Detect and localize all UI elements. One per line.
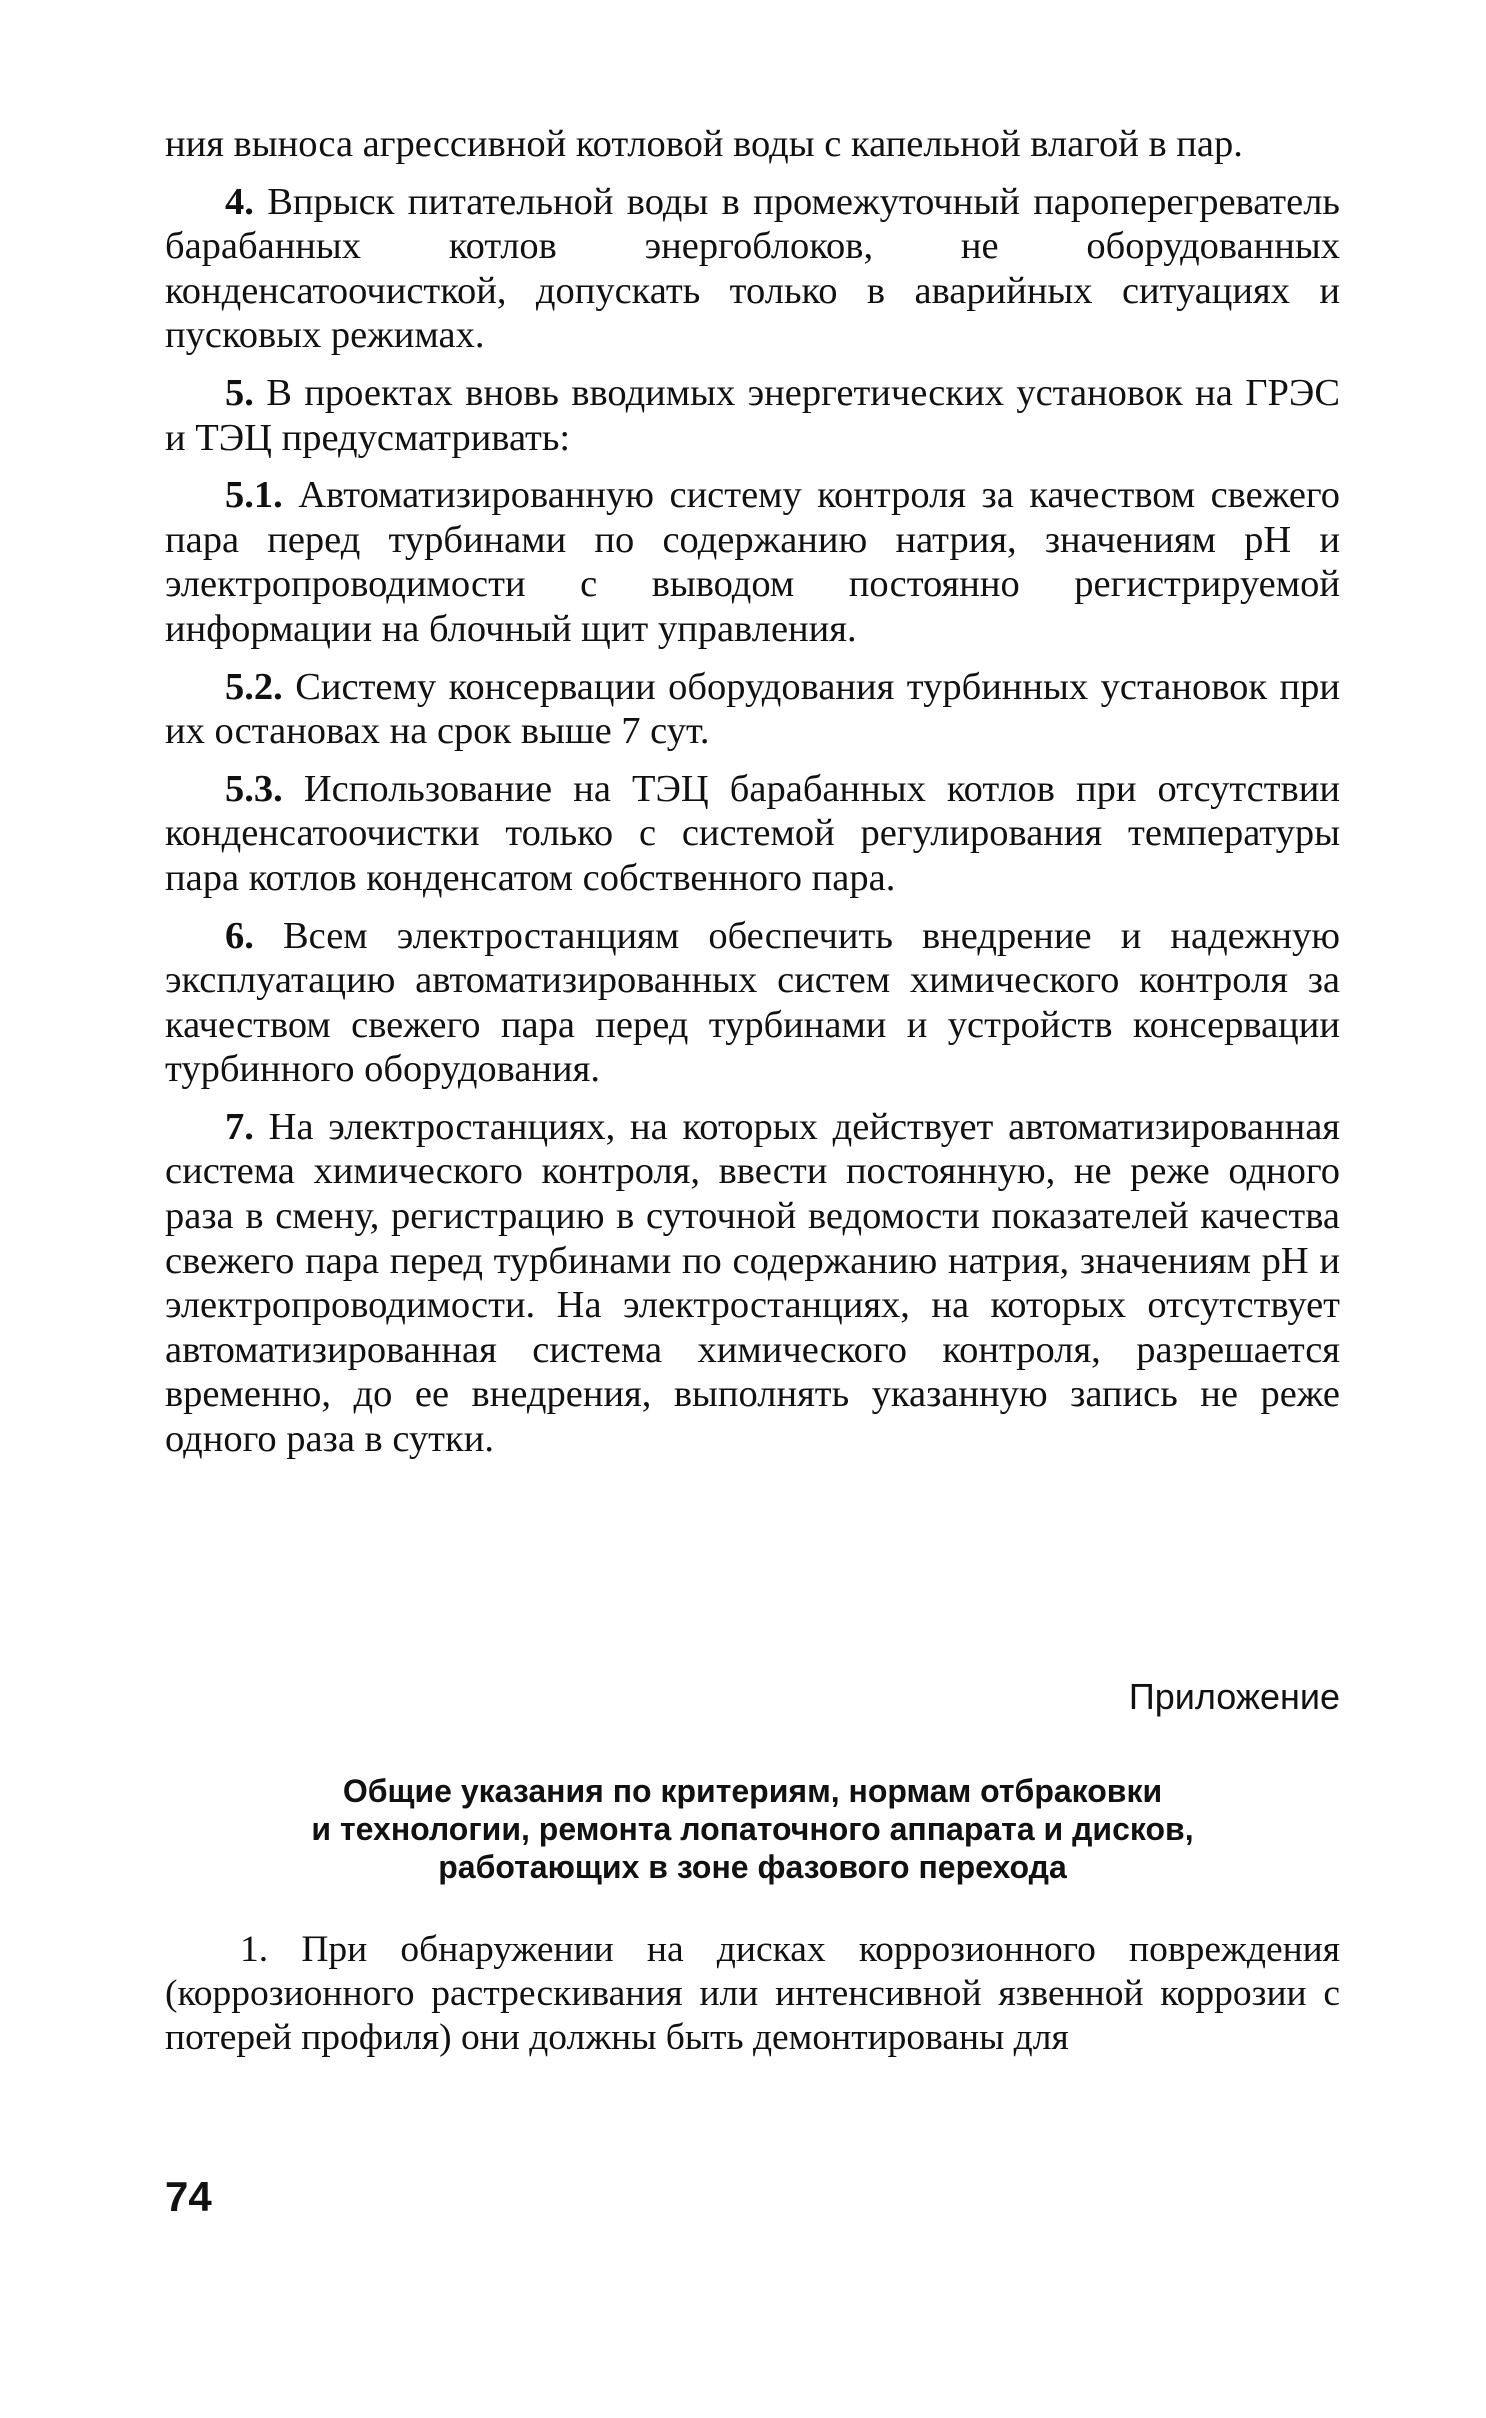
appendix-title-line-1: Общие указания по критериям, нормам отбраковки xyxy=(342,1773,1163,1809)
paragraph-6 xyxy=(165,914,1340,1092)
page-number: 74 xyxy=(165,2173,212,2220)
paragraph-5-3 xyxy=(165,767,1340,901)
appendix-body xyxy=(165,1928,1340,2060)
main-text xyxy=(165,122,1340,1462)
paragraph-5-1 xyxy=(165,473,1340,651)
paragraph-7 xyxy=(165,1105,1340,1462)
paragraph-text: На электростанциях, на которых действует автоматизированная система химического контроля, ввести постоянную, не реже одного раза в смену, регистрацию в суточной ведомости показателей качества свежего пара перед турбинами по содержанию натрия, значениям pH и электропроводимости. На электростанциях, на которых отсутствует автоматизированная система химического контроля, разрешается временно, до ее внедрения, выполнять указанную запись не реже одного раза в сутки. xyxy=(165,1105,1340,1461)
appendix-title-line-3: работающих в зоне фазового перехода xyxy=(438,1849,1067,1885)
paragraph-text: Впрыск питательной воды в промежуточный пароперегреватель барабанных котлов энергоблоков, не оборудованных конденсатоочисткой, допускать только в аварийных ситуациях и пусковых режимах. xyxy=(165,180,1340,357)
paragraph-number: 5.2. xyxy=(225,665,283,708)
paragraph-number: 5. xyxy=(225,371,254,414)
paragraph-text: Всем электростанциям обеспечить внедрение и надежную эксплуатацию автоматизированных систем химического контроля за качеством свежего пара перед турбинами и устройств консервации турбинного оборудования. xyxy=(165,914,1340,1091)
appendix-item-number: 1. xyxy=(240,1929,269,1970)
paragraph-text: Систему консервации оборудования турбинных установок при их остановах на срок выше 7 сут. xyxy=(165,665,1340,753)
paragraph-5-2 xyxy=(165,665,1340,754)
appendix-item-text: При обнаружении на дисках коррозионного повреждения (коррозионного растрескивания или интенсивной язвенной коррозии с потерей профиля) они должны быть демонтированы для xyxy=(165,1929,1340,2058)
appendix-title xyxy=(165,1772,1340,1886)
paragraph-text: Использование на ТЭЦ барабанных котлов при отсутствии конденсатоочистки только с системой регулирования температуры пара котлов конденсатом собственного пара. xyxy=(165,767,1340,899)
appendix-label: Приложение xyxy=(1128,1676,1340,1717)
paragraph-text: Автоматизированную систему контроля за качеством свежего пара перед турбинами по содержанию натрия, значениям pH и электропроводимости с выводом постоянно регистрируемой информации на блочный щит управления. xyxy=(165,474,1340,650)
document-page xyxy=(165,122,1340,2220)
appendix-item-1 xyxy=(165,1928,1340,2060)
paragraph-number: 7. xyxy=(225,1105,254,1148)
paragraph-continuation xyxy=(165,122,1340,167)
paragraph-number: 6. xyxy=(225,914,254,957)
paragraph-number: 5.1. xyxy=(225,474,283,517)
paragraph-number: 5.3. xyxy=(225,767,283,810)
paragraph-5 xyxy=(165,371,1340,460)
paragraph-number: 4. xyxy=(225,180,254,223)
paragraph-text: В проектах вновь вводимых энергетических установок на ГРЭС и ТЭЦ предусматривать: xyxy=(165,371,1340,459)
paragraph-text: ния выноса агрессивной котловой воды с капельной влагой в пар. xyxy=(165,123,1243,165)
paragraph-4 xyxy=(165,180,1340,358)
appendix-title-line-2: и технологии, ремонта лопаточного аппарата и дисков, xyxy=(311,1811,1194,1847)
